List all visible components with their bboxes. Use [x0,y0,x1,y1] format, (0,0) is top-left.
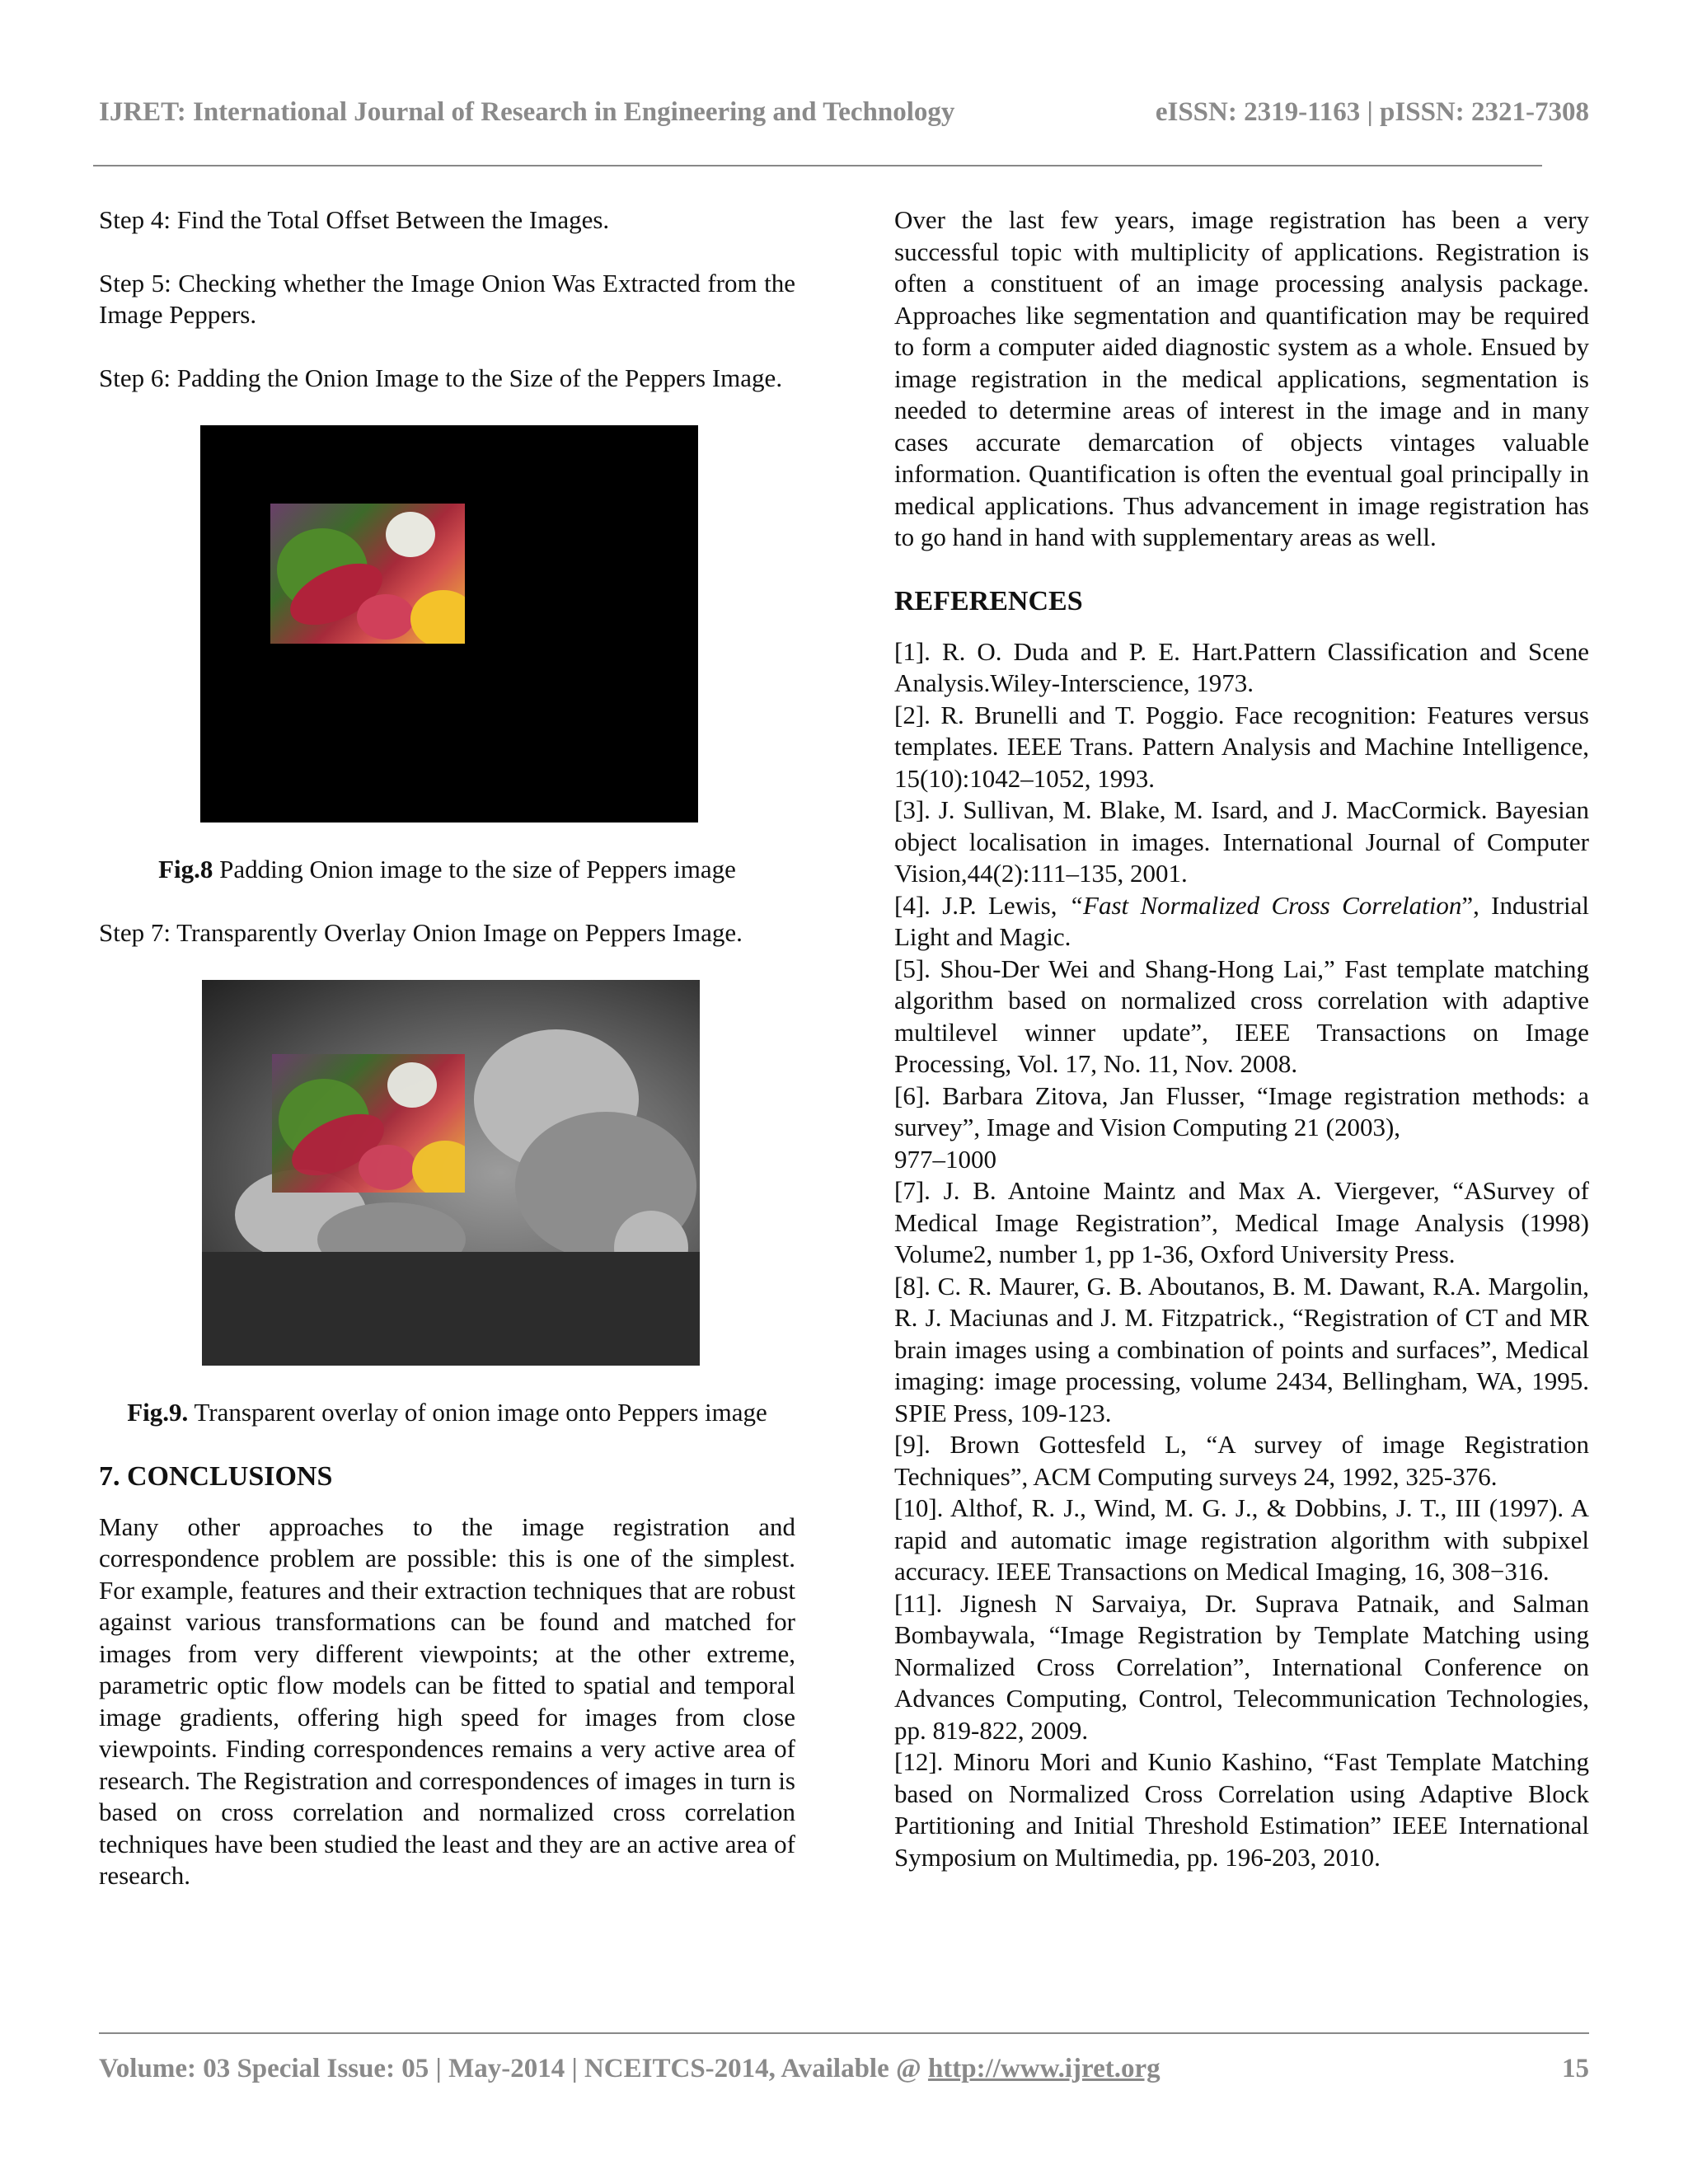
reference-item: [1]. R. O. Duda and P. E. Hart.Pattern Classification and Scene Analysis.Wiley-Interscience, 1973. [894,636,1589,697]
figure-9-label: Fig.9. [127,1398,189,1427]
reference-item: [3]. J. Sullivan, M. Blake, M. Isard, and J. MacCormick. Bayesian object localisation in images. International Journal of Computer Vision,44(2):111–135, 2001. [894,795,1589,888]
issn: eISSN: 2319-1163 | pISSN: 2321-7308 [1155,97,1589,127]
reference-item: [8]. C. R. Maurer, G. B. Aboutanos, B. M. Dawant, R.A. Margolin, R. J. Maciunas and J. M. Fitzpatrick., “Registration of CT and MR brain images using a combination of points and surfaces”, Medical imaging: image processing, volume 2434, Bellingham, WA, 1995. SPIE Press, 109-123. [894,1271,1589,1427]
figure-9-caption-text: Transparent overlay of onion image onto Peppers image [188,1398,767,1427]
journal-link[interactable]: http://www.ijret.org [927,2054,1160,2083]
reference-item: [12]. Minoru Mori and Kunio Kashino, “Fast Template Matching based on Normalized Cross Correlation using Adaptive Block Partitioning and Initial Threshold Estimation” IEEE International Symposium on Multimedia, pp. 196-203, 2010. [894,1747,1589,1872]
step-4: Step 4: Find the Total Offset Between the Images. [99,205,610,234]
reference-item: [2]. R. Brunelli and T. Poggio. Face recognition: Features versus templates. IEEE Trans. Pattern Analysis and Machine Intelligence, 15(10):1042–1052, 1993. [894,700,1589,793]
conclusions-paragraph-2: Over the last few years, image registration has been a very successful topic with multiplicity of applications. Registration is often a constituent of an image processing analysis package. Approaches like segmentation and quantification may be required to form a computer aided diagnostic system as a whole. Ensued by image registration in the medical applications, segmentation is needed to determine areas of interest in the image and in many cases accurate demarcation of objects vintages valuable information. Quantification is often the eventual goal principally in medical applications. Thus advancement in image registration has to go hand in hand with supplementary areas as well. [894,205,1589,551]
reference-item-continued: 977–1000 [894,1144,996,1174]
reference-item: [11]. Jignesh N Sarvaiya, Dr. Suprava Patnaik, and Salman Bombaywala, “Image Registration by Template Matching using Normalized Cross Correlation”, International Conference on Advances Computing, Control, Telecommunication Technologies, pp. 819-822, 2009. [894,1588,1589,1745]
page-number: 15 [1562,2054,1589,2083]
reference-title-italic: “Fast Normalized Cross Correlation [1068,890,1462,920]
figure-8-image [200,425,698,823]
conclusions-paragraph-1: Many other approaches to the image registration and correspondence problem are possible: this is one of the simplest. For example, features and their extraction techniques that are robust against various transformations can be found and matched for images from very different viewpoints; at the other extreme, parametric optic flow models can be fitted to spatial and temporal image gradients, offering high speed for images from close viewpoints. Finding correspondences remains a very active area of research. The Registration and correspondences of images in turn is based on cross correlation and normalized cross correlation techniques have been studied the least and they are an active area of research. [99,1511,795,1890]
step-5: Step 5: Checking whether the Image Onion Was Extracted from the Image Peppers. [99,268,795,329]
figure-9-image [202,980,700,1366]
reference-item: [5]. Shou-Der Wei and Shang-Hong Lai,” Fast template matching algorithm based on normalized cross correlation with adaptive multilevel winner update”, IEEE Transactions on Image Processing, Vol. 17, No. 11, Nov. 2008. [894,954,1589,1078]
right-column [894,204,1589,1873]
footer-divider [99,2032,1589,2034]
reference-item: [7]. J. B. Antoine Maintz and Max A. Viergever, “ASurvey of Medical Image Registration”, Medical Image Analysis (1998) Volume2, number 1, pp 1-36, Oxford University Press. [894,1176,1589,1268]
step-6: Step 6: Padding the Onion Image to the Size of the Peppers Image. [99,363,783,392]
reference-item: [10]. Althof, R. J., Wind, M. G. J., & Dobbins, J. T., III (1997). A rapid and automatic image registration algorithm with subpixel accuracy. IEEE Transactions on Medical Imaging, 16, 308−316. [894,1493,1589,1586]
header-divider [93,165,1542,166]
conclusions-heading: 7. CONCLUSIONS [99,1460,333,1492]
figure-8-label: Fig.8 [158,855,213,883]
step-7: Step 7: Transparently Overlay Onion Image on Peppers Image. [99,917,743,947]
figure-9-caption [99,1397,795,1429]
reference-item: [6]. Barbara Zitova, Jan Flusser, “Image registration methods: a survey”, Image and Vision Computing 21 (2003), [894,1080,1589,1141]
left-column [99,204,795,1892]
journal-title: IJRET: International Journal of Research in Engineering and Technology [99,97,955,127]
footer-volume: Volume: 03 Special Issue: 05 | May-2014 | NCEITCS-2014, Available @ http://www.ijret.org [99,2054,1160,2083]
page-footer [99,2054,1589,2087]
figure-8-caption [99,854,795,886]
reference-item: [4]. J.P. Lewis, “Fast Normalized Cross Correlation”, Industrial Light and Magic. [894,890,1589,951]
figure-8-caption-text: Padding Onion image to the size of Peppers image [213,855,736,883]
reference-item: [9]. Brown Gottesfeld L, “A survey of image Registration Techniques”, ACM Computing surveys 24, 1992, 325-376. [894,1430,1589,1491]
references-heading: REFERENCES [894,585,1083,616]
onion-image [270,504,465,644]
reference-list [894,636,1589,1874]
onion-overlay [272,1054,465,1193]
page-header [99,97,1589,130]
